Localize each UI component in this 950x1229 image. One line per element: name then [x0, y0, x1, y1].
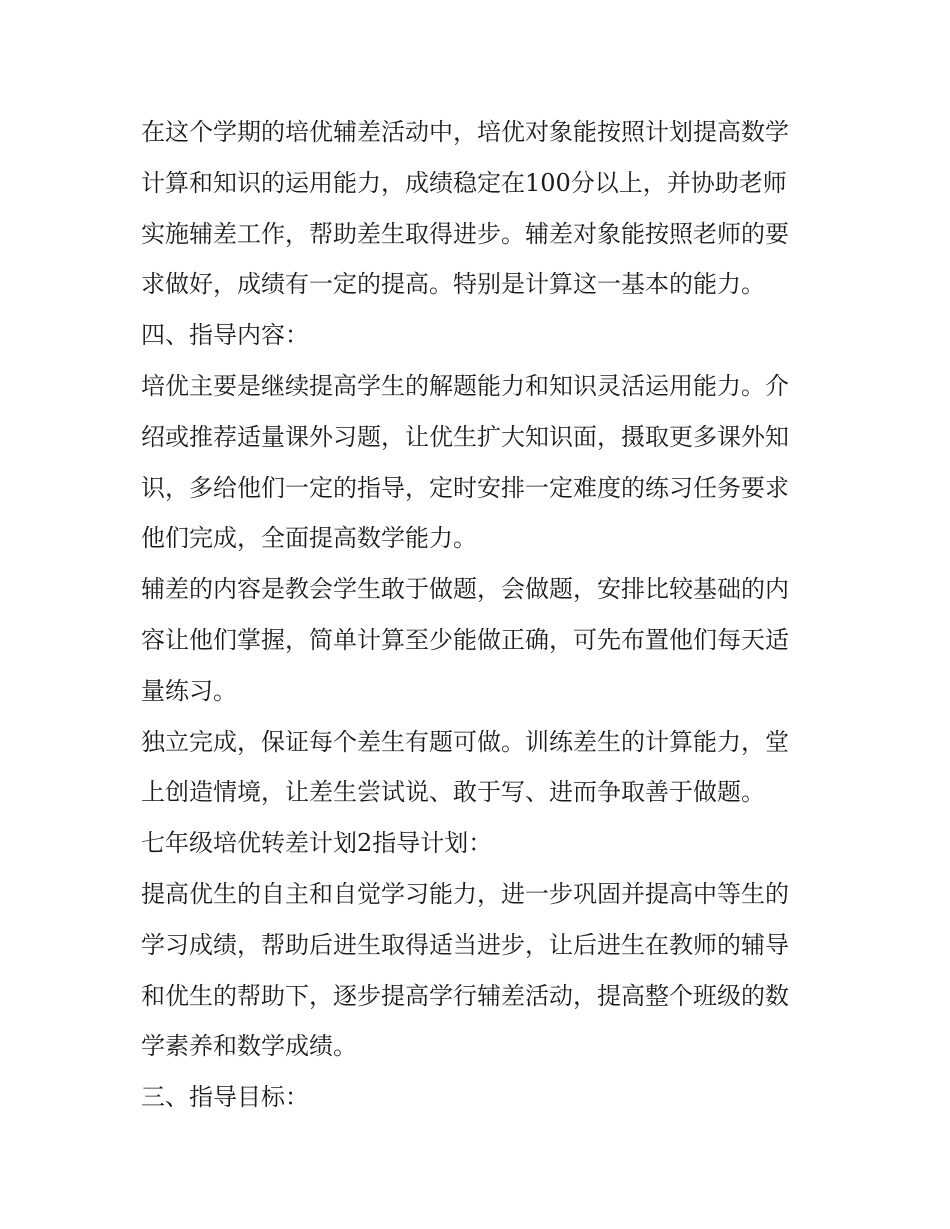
document-body — [141, 107, 813, 1123]
text-line: 辅差的内容是教会学生敢于做题，会做题，安排比较基础的内 — [141, 575, 789, 604]
section-heading-guidance-goals — [141, 1072, 813, 1123]
text-line: 量练习。 — [141, 676, 237, 705]
heading-line: 四、指导内容： — [141, 321, 309, 350]
text-line: 学素养和数学成绩。 — [141, 1032, 357, 1061]
text-line: 上创造情境，让差生尝试说、敢于写、进而争取善于做题。 — [141, 778, 765, 807]
section-heading-plan — [141, 818, 813, 869]
paragraph-5 — [141, 717, 813, 819]
text-line: 容让他们掌握，简单计算至少能做正确，可先布置他们每天适 — [141, 625, 789, 654]
heading-line: 三、指导目标： — [141, 1083, 309, 1112]
text-line: 识，多给他们一定的指导，定时安排一定难度的练习任务要求 — [141, 473, 789, 502]
text-line: 独立完成，保证每个差生有题可做。训练差生的计算能力，堂 — [141, 727, 789, 756]
section-heading-guidance-content — [141, 310, 813, 361]
paragraph-3 — [141, 361, 813, 564]
text-line: 他们完成，全面提高数学能力。 — [141, 524, 477, 553]
text-line: 在这个学期的培优辅差活动中，培优对象能按照计划提高数学 — [141, 118, 789, 146]
heading-line: 七年级培优转差计划2指导计划： — [141, 829, 493, 858]
text-line: 实施辅差工作，帮助差生取得进步。辅差对象能按照老师的要 — [141, 219, 789, 248]
text-line: 学习成绩，帮助后进生取得适当进步，让后进生在教师的辅导 — [141, 930, 789, 959]
paragraph-1 — [141, 107, 813, 310]
text-line: 计算和知识的运用能力，成绩稳定在100分以上，并协助老师 — [141, 168, 787, 197]
paragraph-4 — [141, 564, 813, 716]
text-line: 求做好，成绩有一定的提高。特别是计算这一基本的能力。 — [141, 270, 765, 299]
text-line: 绍或推荐适量课外习题，让优生扩大知识面，摄取更多课外知 — [141, 422, 789, 451]
text-line: 提高优生的自主和自觉学习能力，进一步巩固并提高中等生的 — [141, 879, 789, 908]
paragraph-7 — [141, 869, 813, 1072]
text-line: 和优生的帮助下，逐步提高学行辅差活动，提高整个班级的数 — [141, 981, 789, 1010]
text-line: 培优主要是继续提高学生的解题能力和知识灵活运用能力。介 — [141, 371, 789, 400]
